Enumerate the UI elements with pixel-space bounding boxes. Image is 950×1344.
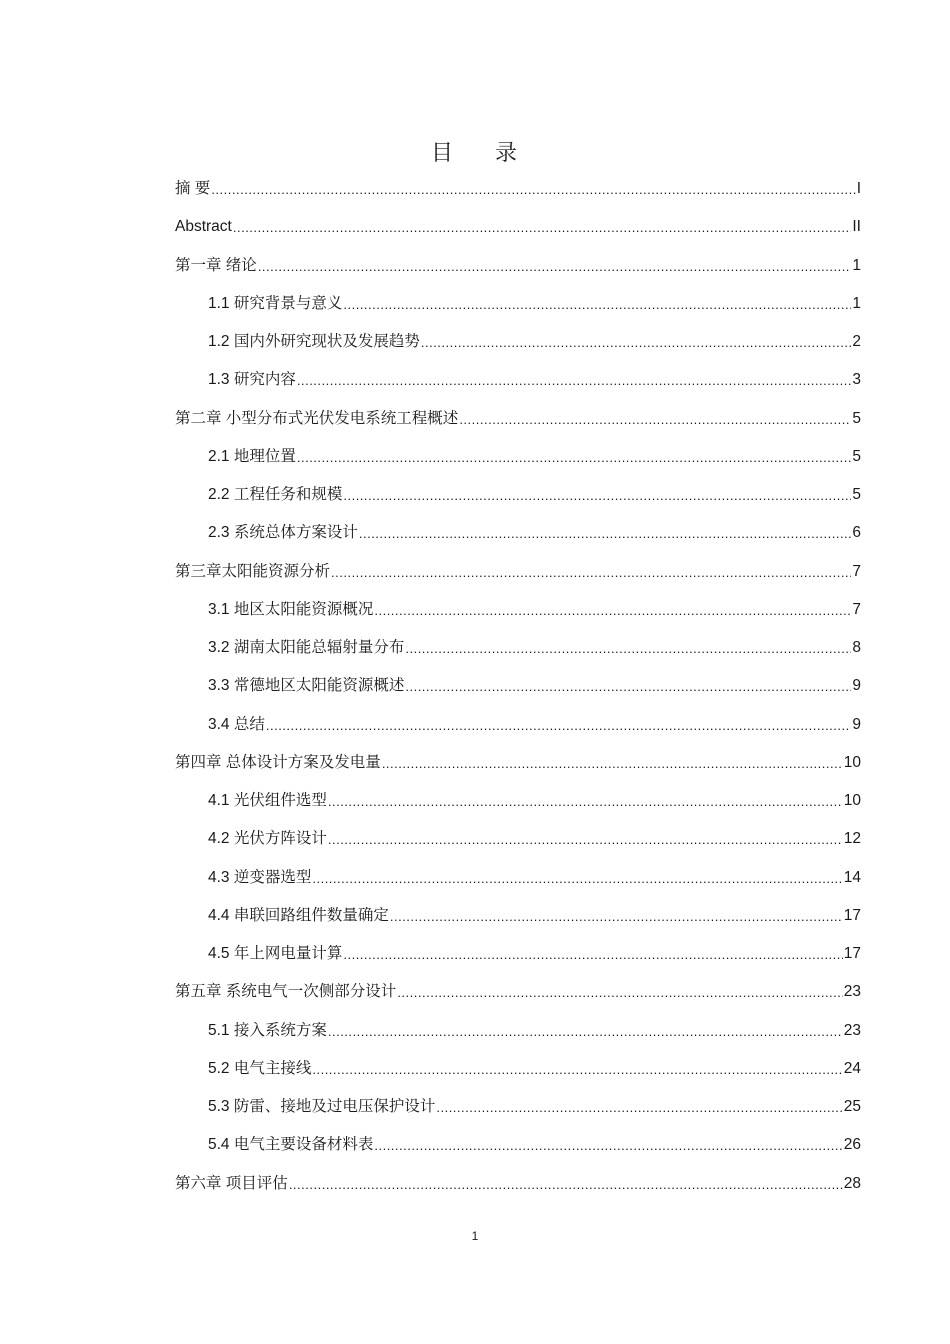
toc-entry-page: 9 [852,715,861,733]
toc-leader-dots [374,1136,842,1156]
toc-entry-page: 23 [843,983,861,1001]
toc-leader-dots [343,945,842,965]
toc-entry-label: 3.3 常德地区太阳能资源概述 [208,677,405,695]
toc-entry[interactable] [175,361,861,399]
toc-entry[interactable] [175,1012,861,1050]
toc-leader-dots [211,180,855,200]
toc-leader-dots [289,1175,843,1195]
toc-entry-page: 6 [852,524,861,542]
toc-entry-label: 5.2 电气主接线 [208,1059,312,1077]
toc-entry[interactable] [175,170,861,208]
toc-entry-page: 3 [852,371,861,389]
toc-leader-dots [258,257,852,277]
toc-leader-dots [436,1098,842,1118]
toc-entry[interactable] [175,476,861,514]
toc-leader-dots [390,907,843,927]
toc-entry-page: 2 [852,333,861,351]
toc-leader-dots [343,486,851,506]
toc-entry[interactable] [175,208,861,246]
toc-entry[interactable] [175,514,861,552]
toc-leader-dots [312,869,842,889]
toc-entry-page: 28 [843,1174,861,1192]
toc-entry-page: 17 [843,945,861,963]
toc-leader-dots [359,524,852,544]
toc-entry-label: 4.4 串联回路组件数量确定 [208,906,389,924]
toc-entry[interactable] [175,591,861,629]
toc-entry-label: 4.2 光伏方阵设计 [208,830,327,848]
toc-title-part2: 录 [495,141,520,166]
toc-entry-label: 摘 要 [175,180,211,198]
toc-leader-dots [374,601,851,621]
toc-entry[interactable] [175,323,861,361]
toc-entry-label: 1.3 研究内容 [208,371,296,389]
toc-entry[interactable] [175,820,861,858]
page-number: 1 [471,1229,479,1243]
toc-entry-label: 第二章 小型分布式光伏发电系统工程概述 [175,409,459,427]
toc-entry[interactable] [175,706,861,744]
toc-leader-dots [421,333,852,353]
toc-entry[interactable] [175,973,861,1011]
toc-entry-page: 9 [852,677,861,695]
toc-entry-page: 24 [843,1059,861,1077]
toc-leader-dots [331,563,851,583]
toc-entry-page: II [852,218,861,236]
toc-entry[interactable] [175,629,861,667]
toc-entry-label: 1.1 研究背景与意义 [208,294,343,312]
toc-entry[interactable] [175,553,861,591]
toc-entry-label: 4.1 光伏组件选型 [208,792,327,810]
toc-entry-label: 3.4 总结 [208,715,265,733]
toc-leader-dots [405,677,851,697]
toc-entry-label: 5.1 接入系统方案 [208,1021,327,1039]
toc-entry-page: 1 [852,256,861,274]
toc-entry-page: 26 [843,1136,861,1154]
toc-leader-dots [405,639,851,659]
table-of-contents [175,170,861,1203]
toc-entry-page: 5 [852,486,861,504]
toc-entry-label: 2.3 系统总体方案设计 [208,524,358,542]
toc-entry[interactable] [175,438,861,476]
toc-entry-page: 5 [852,409,861,427]
toc-entry-label: 3.2 湖南太阳能总辐射量分布 [208,639,405,657]
toc-leader-dots [266,716,852,736]
toc-entry-label: 5.3 防雷、接地及过电压保护设计 [208,1098,436,1116]
toc-entry-label: 第五章 系统电气一次侧部分设计 [175,983,397,1001]
toc-entry-page: 1 [852,294,861,312]
toc-leader-dots [382,754,843,774]
toc-entry-label: 4.3 逆变器选型 [208,868,312,886]
toc-entry-label: 4.5 年上网电量计算 [208,945,343,963]
toc-leader-dots [312,1060,842,1080]
toc-entry-label: 第六章 项目评估 [175,1174,288,1192]
toc-leader-dots [233,218,852,238]
toc-entry[interactable] [175,247,861,285]
toc-entry[interactable] [175,782,861,820]
toc-entry-page: 5 [852,447,861,465]
toc-entry-label: Abstract [175,218,232,236]
toc-entry[interactable] [175,935,861,973]
toc-entry-page: 7 [852,562,861,580]
toc-entry[interactable] [175,285,861,323]
toc-leader-dots [297,371,852,391]
toc-entry-label: 2.1 地理位置 [208,447,296,465]
toc-leader-dots [328,792,843,812]
toc-leader-dots [297,448,852,468]
toc-entry-label: 2.2 工程任务和规模 [208,486,343,504]
toc-leader-dots [459,410,851,430]
toc-entry-page: 8 [852,639,861,657]
toc-leader-dots [343,295,851,315]
toc-entry-label: 3.1 地区太阳能资源概况 [208,600,374,618]
toc-entry[interactable] [175,897,861,935]
toc-entry-label: 5.4 电气主要设备材料表 [208,1136,374,1154]
toc-entry-page: 7 [852,600,861,618]
toc-entry-label: 第三章太阳能资源分析 [175,562,331,580]
toc-title [0,136,950,167]
toc-entry[interactable] [175,400,861,438]
toc-entry-label: 第四章 总体设计方案及发电量 [175,753,381,771]
toc-entry[interactable] [175,1088,861,1126]
toc-title-part1: 目 [430,141,455,166]
toc-entry[interactable] [175,859,861,897]
toc-entry-page: 12 [843,830,861,848]
toc-leader-dots [328,830,843,850]
toc-entry[interactable] [175,667,861,705]
toc-entry[interactable] [175,1165,861,1203]
toc-entry[interactable] [175,1126,861,1164]
toc-entry-page: 25 [843,1098,861,1116]
toc-entry-page: 17 [843,906,861,924]
toc-entry-page: 23 [843,1021,861,1039]
toc-entry-page: 14 [843,868,861,886]
toc-leader-dots [328,1022,843,1042]
toc-entry-label: 第一章 绪论 [175,256,257,274]
toc-entry-label: 1.2 国内外研究现状及发展趋势 [208,333,420,351]
toc-entry-page: 10 [843,792,861,810]
toc-entry[interactable] [175,1050,861,1088]
toc-leader-dots [397,983,842,1003]
toc-entry[interactable] [175,744,861,782]
toc-entry-page: I [856,180,861,198]
toc-entry-page: 10 [843,753,861,771]
